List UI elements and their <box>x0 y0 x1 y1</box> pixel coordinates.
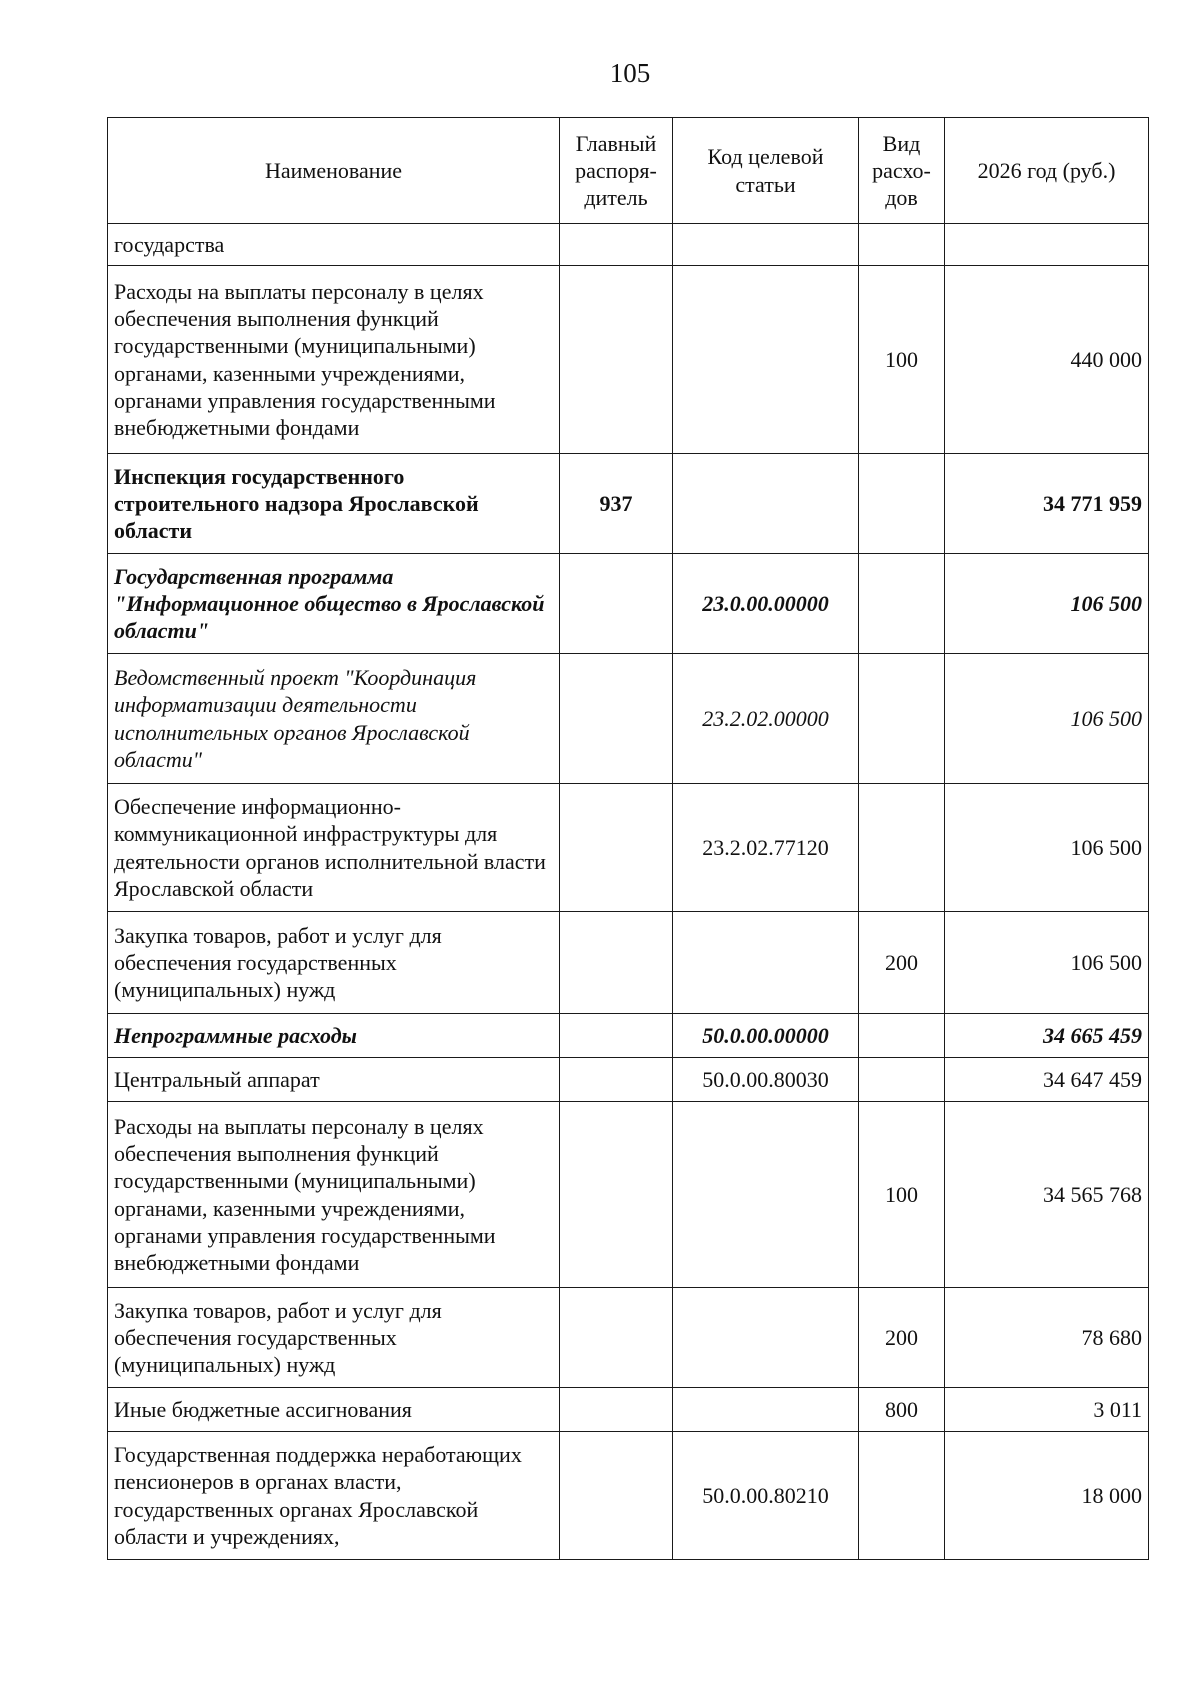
row-type <box>859 454 945 554</box>
row-type <box>859 1058 945 1102</box>
row-code <box>673 1288 859 1388</box>
row-manager <box>560 1288 673 1388</box>
table-row <box>108 266 1149 454</box>
header-amount: 2026 год (руб.) <box>945 118 1149 224</box>
row-name: Государственная поддержка неработающих пенсионеров в органах власти, государственных органах Ярославской области и учреждениях, <box>108 1432 560 1560</box>
row-code <box>673 454 859 554</box>
row-name: государства <box>108 224 560 266</box>
row-type: 200 <box>859 912 945 1014</box>
row-amount: 78 680 <box>945 1288 1149 1388</box>
row-name: Расходы на выплаты персоналу в целях обеспечения выполнения функций государственными (муниципальными) органами, казенными учреждениями, органами управления государственными внебюджетными фондами <box>108 1102 560 1288</box>
table-row <box>108 654 1149 784</box>
row-type: 800 <box>859 1388 945 1432</box>
row-amount: 34 771 959 <box>945 454 1149 554</box>
row-type <box>859 1432 945 1560</box>
row-manager <box>560 554 673 654</box>
row-code <box>673 266 859 454</box>
table-row <box>108 784 1149 912</box>
table-row <box>108 1014 1149 1058</box>
row-type <box>859 784 945 912</box>
row-type <box>859 224 945 266</box>
table-row <box>108 912 1149 1014</box>
table-row <box>108 1432 1149 1560</box>
table-row <box>108 1058 1149 1102</box>
row-amount: 106 500 <box>945 554 1149 654</box>
row-code: 50.0.00.80030 <box>673 1058 859 1102</box>
row-name: Иные бюджетные ассигнования <box>108 1388 560 1432</box>
table-row <box>108 554 1149 654</box>
row-amount: 34 665 459 <box>945 1014 1149 1058</box>
table-row <box>108 1288 1149 1388</box>
row-code <box>673 224 859 266</box>
row-manager <box>560 654 673 784</box>
header-name: Наименование <box>108 118 560 224</box>
row-manager <box>560 912 673 1014</box>
header-manager: Главный распоря-дитель <box>560 118 673 224</box>
table-header-row <box>108 118 1149 224</box>
row-name: Ведомственный проект "Координация информатизации деятельности исполнительных органов Ярославской области" <box>108 654 560 784</box>
budget-table <box>107 117 1149 1560</box>
row-name: Центральный аппарат <box>108 1058 560 1102</box>
row-name: Обеспечение информационно-коммуникационной инфраструктуры для деятельности органов исполнительной власти Ярославской области <box>108 784 560 912</box>
row-name: Закупка товаров, работ и услуг для обеспечения государственных (муниципальных) нужд <box>108 1288 560 1388</box>
row-amount <box>945 224 1149 266</box>
row-code <box>673 912 859 1014</box>
row-code: 50.0.00.00000 <box>673 1014 859 1058</box>
row-code: 23.2.02.00000 <box>673 654 859 784</box>
row-manager <box>560 1058 673 1102</box>
row-manager: 937 <box>560 454 673 554</box>
row-type <box>859 554 945 654</box>
row-name: Расходы на выплаты персоналу в целях обеспечения выполнения функций государственными (муниципальными) органами, казенными учреждениями, органами управления государственными внебюджетными фондами <box>108 266 560 454</box>
row-manager <box>560 1388 673 1432</box>
row-type: 200 <box>859 1288 945 1388</box>
row-manager <box>560 1014 673 1058</box>
row-manager <box>560 266 673 454</box>
page-number: 105 <box>609 58 651 88</box>
table-row <box>108 1388 1149 1432</box>
row-amount: 18 000 <box>945 1432 1149 1560</box>
row-name: Непрограммные расходы <box>108 1014 560 1058</box>
table-row <box>108 1102 1149 1288</box>
row-amount: 106 500 <box>945 654 1149 784</box>
row-manager <box>560 1432 673 1560</box>
row-manager <box>560 224 673 266</box>
row-code: 23.0.00.00000 <box>673 554 859 654</box>
row-name: Закупка товаров, работ и услуг для обеспечения государственных (муниципальных) нужд <box>108 912 560 1014</box>
row-name: Инспекция государственного строительного надзора Ярославской области <box>108 454 560 554</box>
header-type: Вид расхо-дов <box>859 118 945 224</box>
row-code <box>673 1102 859 1288</box>
row-type <box>859 654 945 784</box>
row-code: 50.0.00.80210 <box>673 1432 859 1560</box>
row-amount: 3 011 <box>945 1388 1149 1432</box>
row-type: 100 <box>859 266 945 454</box>
row-amount: 440 000 <box>945 266 1149 454</box>
row-name: Государственная программа "Информационное общество в Ярославской области" <box>108 554 560 654</box>
row-code: 23.2.02.77120 <box>673 784 859 912</box>
row-amount: 34 647 459 <box>945 1058 1149 1102</box>
table-row <box>108 454 1149 554</box>
row-manager <box>560 1102 673 1288</box>
row-amount: 106 500 <box>945 912 1149 1014</box>
row-code <box>673 1388 859 1432</box>
header-code: Код целевой статьи <box>673 118 859 224</box>
row-manager <box>560 784 673 912</box>
table-row <box>108 224 1149 266</box>
row-amount: 34 565 768 <box>945 1102 1149 1288</box>
row-type: 100 <box>859 1102 945 1288</box>
row-amount: 106 500 <box>945 784 1149 912</box>
row-type <box>859 1014 945 1058</box>
